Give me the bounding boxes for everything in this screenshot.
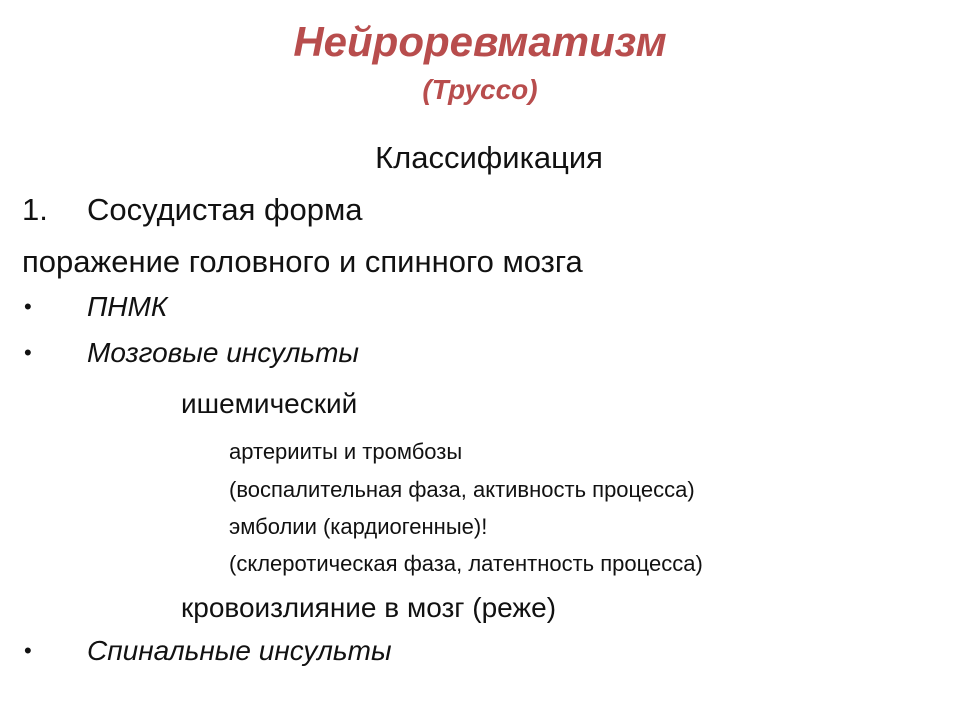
bullet-strokes: Мозговые инсульты (87, 337, 360, 368)
ischemic-item: артерииты и тромбозы (229, 439, 463, 464)
hemorrhage-label: кровоизлияние в мозг (реже) (181, 592, 557, 623)
ischemic-item: (воспалительная фаза, активность процесса) (229, 477, 695, 502)
lesion-text: поражение головного и спинного мозга (22, 244, 583, 279)
bullet-icon: • (24, 340, 32, 365)
slide-title: Нейроревматизм (293, 18, 667, 65)
bullet-pnmk: ПНМК (87, 291, 168, 322)
ischemic-item: (склеротическая фаза, латентность процесса) (229, 551, 703, 576)
bullet-icon: • (24, 638, 32, 663)
classification-heading: Классификация (375, 140, 603, 175)
section-number: 1. (22, 192, 48, 227)
slide-subtitle: (Труссо) (422, 74, 538, 105)
bullet-icon: • (24, 294, 32, 319)
ischemic-item: эмболии (кардиогенные)! (229, 514, 488, 539)
bullet-spinal: Спинальные инсульты (87, 635, 392, 666)
section-title: Сосудистая форма (87, 192, 363, 227)
ischemic-label: ишемический (181, 388, 358, 419)
